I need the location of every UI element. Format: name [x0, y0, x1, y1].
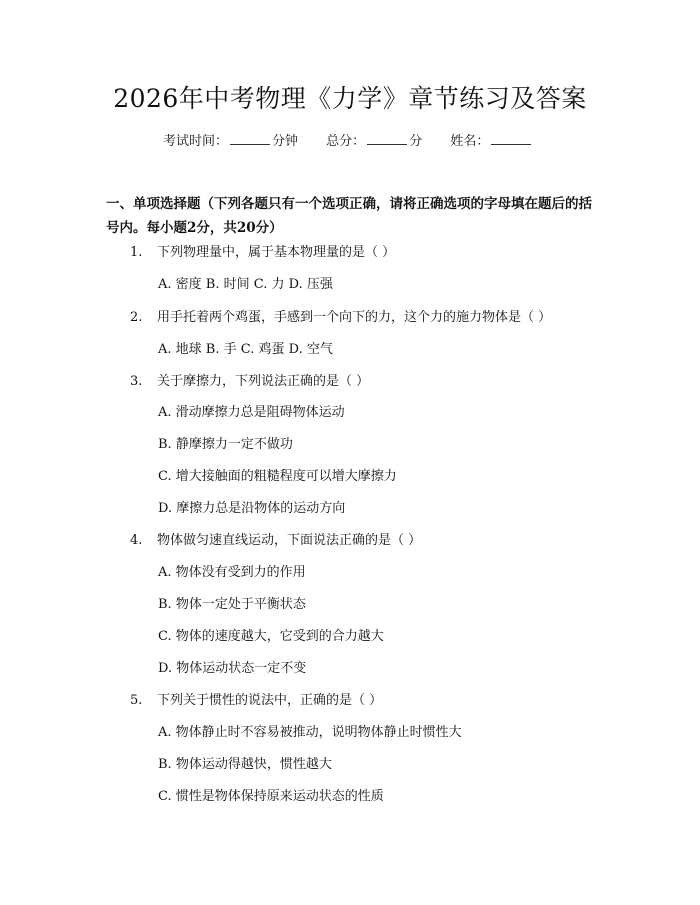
question-text: 用手托着两个鸡蛋，手感到一个向下的力，这个力的施力物体是（ ） — [157, 310, 552, 325]
question-5 — [130, 692, 382, 710]
question-4-option-b: B. 物体一定处于平衡状态 — [158, 597, 306, 612]
question-number: 3. — [130, 374, 143, 389]
total-score-unit: 分 — [409, 134, 423, 149]
student-name-blank — [491, 132, 531, 145]
question-2-option-line: A. 地球 B. 手 C. 鸡蛋 D. 空气 — [158, 342, 333, 357]
question-number: 2. — [130, 310, 143, 325]
question-1 — [130, 244, 395, 262]
exam-time-field — [163, 132, 298, 151]
page-title: 2026年中考物理《力学》章节练习及答案 — [113, 84, 587, 113]
total-score-field — [326, 132, 422, 151]
exam-time-blank — [230, 132, 270, 145]
question-5-option-c: C. 惯性是物体保持原来运动状态的性质 — [158, 789, 384, 804]
question-5-option-a: A. 物体静止时不容易被推动，说明物体静止时惯性大 — [158, 725, 462, 740]
total-score-label: 总分： — [326, 134, 366, 149]
question-number: 1. — [130, 245, 143, 260]
student-name-label: 姓名： — [450, 134, 490, 149]
question-4-option-d: D. 物体运动状态一定不变 — [158, 661, 307, 676]
question-1-option-line: A. 密度 B. 时间 C. 力 D. 压强 — [158, 277, 333, 292]
question-2 — [130, 309, 551, 327]
question-text: 关于摩擦力，下列说法正确的是（ ） — [157, 374, 370, 389]
question-3-option-c: C. 增大接触面的粗糙程度可以增大摩擦力 — [158, 469, 397, 484]
question-4-option-c: C. 物体的速度越大，它受到的合力越大 — [158, 629, 384, 644]
question-4 — [130, 532, 421, 550]
exam-info-line — [163, 132, 557, 151]
total-score-blank — [367, 132, 407, 145]
question-text: 物体做匀速直线运动，下面说法正确的是（ ） — [157, 533, 422, 548]
question-3-option-d: D. 摩擦力总是沿物体的运动方向 — [158, 501, 346, 516]
question-3-option-a: A. 滑动摩擦力总是阻碍物体运动 — [158, 405, 345, 420]
question-text: 下列物理量中，属于基本物理量的是（ ） — [157, 245, 396, 260]
question-5-option-b: B. 物体运动得越快，惯性越大 — [158, 757, 332, 772]
question-4-option-a: A. 物体没有受到力的作用 — [158, 565, 306, 580]
question-3-option-b: B. 静摩擦力一定不做功 — [158, 437, 293, 452]
section-heading: 一、单项选择题（下列各题只有一个选项正确，请将正确选项的字母填在题后的括号内。每小题2分，共20分） — [106, 196, 592, 236]
question-number: 4. — [130, 533, 143, 548]
question-text: 下列关于惯性的说法中，正确的是（ ） — [157, 693, 383, 708]
exam-time-unit: 分钟 — [272, 134, 299, 149]
exam-time-label: 考试时间： — [163, 134, 229, 149]
question-3 — [130, 373, 369, 391]
student-name-field — [450, 132, 533, 151]
question-number: 5. — [130, 693, 143, 708]
